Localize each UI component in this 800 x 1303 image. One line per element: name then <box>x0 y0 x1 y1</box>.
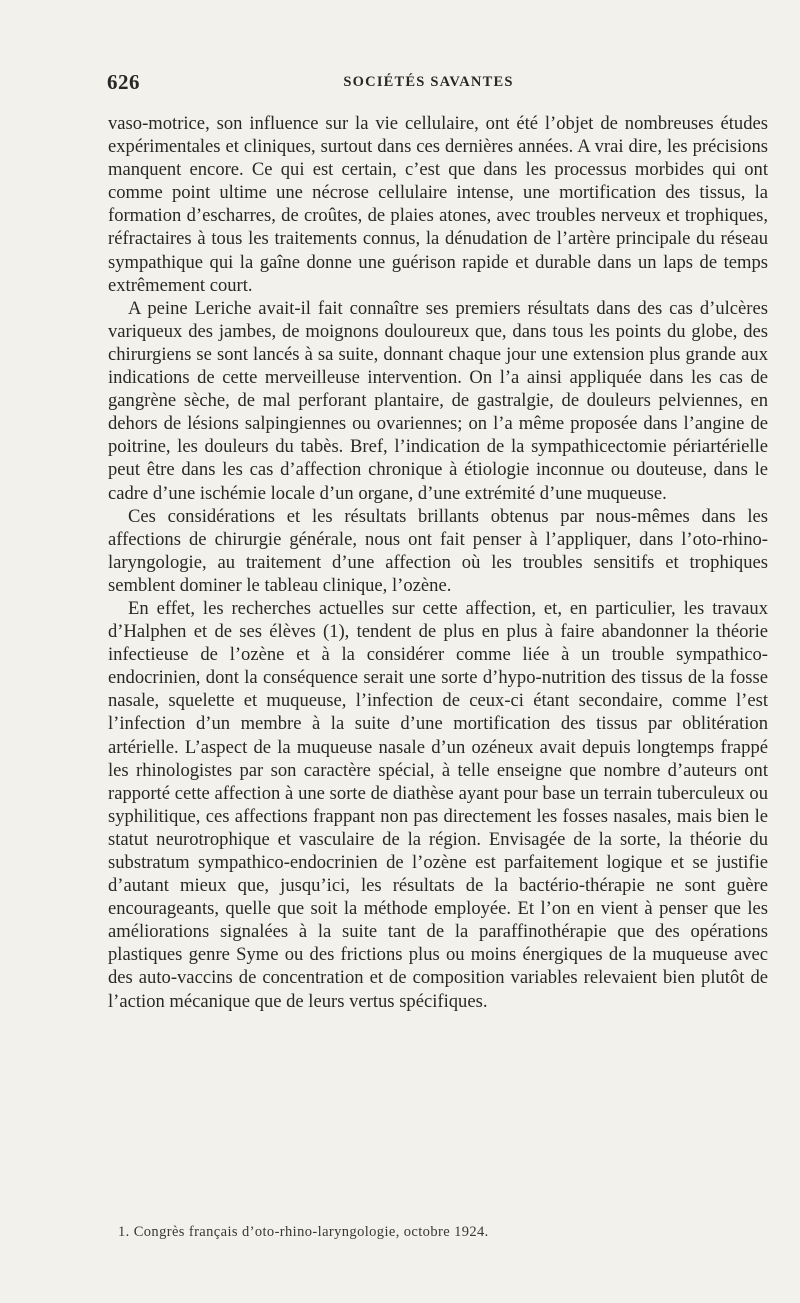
page-number: 626 <box>107 70 140 94</box>
running-head <box>107 70 750 94</box>
paragraph-2: A peine Leriche avait-il fait connaître ses premiers résultats dans des cas d’ulcères variqueux des jambes, de moignons douloureux que, dans tous les points du globe, des chirurgiens se sont lancés à sa suite, donnant chaque jour une extension plus grande aux indications de cette merveilleuse intervention. On l’a ainsi appliquée dans les cas de gangrène sèche, de mal perforant plantaire, de gastralgie, de douleurs pelviennes, en dehors de lésions salpingiennes ou ovariennes; on l’a même proposée dans l’angine de poitrine, les douleurs du tabès. Bref, l’indication de la sympathicectomie périartérielle peut être dans les cas d’affection chronique à étiologie inconnue ou douteuse, dans le cadre d’une ischémie locale d’un organe, d’une extrémité d’une muqueuse. <box>108 297 768 504</box>
paragraph-3: Ces considérations et les résultats brillants obtenus par nous-mêmes dans les affections de chirurgie générale, nous ont fait penser à l’appliquer, dans l’oto-rhino-laryngologie, au traitement d’une affection où les troubles sensitifs et trophiques semblent dominer le tableau clinique, l’ozène. <box>108 505 768 596</box>
footnote: 1. Congrès français d’oto-rhino-laryngologie, octobre 1924. <box>118 1224 489 1240</box>
section-title: SOCIÉTÉS SAVANTES <box>343 74 514 90</box>
body-text <box>108 112 768 1013</box>
paragraph-1: vaso-motrice, son influence sur la vie cellulaire, ont été l’objet de nombreuses études expérimentales et cliniques, surtout dans ces dernières années. A vrai dire, les précisions manquent encore. Ce qui est certain, c’est que dans les processus morbides qui ont comme point ultime une nécrose cellulaire intense, une mortification des tissus, la formation d’escharres, de croûtes, de plaies atones, avec troubles nerveux et trophiques, réfractaires à tous les traitements connus, la dénudation de l’artère principale du réseau sympathique qui la gaîne donne une guérison rapide et durable dans un laps de temps extrêmement court. <box>108 113 768 296</box>
paragraph-4: En effet, les recherches actuelles sur cette affection, et, en particulier, les travaux d’Halphen et de ses élèves (1), tendent de plus en plus à faire abandonner la théorie infectieuse de l’ozène et à la considérer comme liée à un trouble sympathico-endocrinien, dont la conséquence serait une sorte d’hypo-nutrition des tissus de la fosse nasale, squelette et muqueuse, l’infection de ceux-ci étant secondaire, comme l’est l’infection d’un membre à la suite d’une mortification des tissus par oblitération artérielle. L’aspect de la muqueuse nasale d’un ozéneux avait depuis longtemps frappé les rhinologistes par son caractère spécial, à telle enseigne que nombre d’auteurs ont rapporté cette affection à une sorte de diathèse ayant pour base un terrain tuberculeux ou syphilitique, ces affections frappant non pas directement les fosses nasales, mais bien le statut neurotrophique et vasculaire de la région. Envisagée de la sorte, la théorie du substratum sympathico-endocrinien de l’ozène est parfaitement logique et se justifie d’autant mieux que, jusqu’ici, les résultats de la bactério-thérapie ne sont guère encourageants, quelle que soit la méthode employée. Et l’on en vient à penser que les améliorations signalées à la suite tant de la paraffinothérapie que des opérations plastiques genre Syme ou des frictions plus ou moins énergiques de la muqueuse avec des auto-vaccins de concentration et de composition variables relevaient bien plutôt de l’action mécanique que de leurs vertus spécifiques. <box>108 597 768 1012</box>
